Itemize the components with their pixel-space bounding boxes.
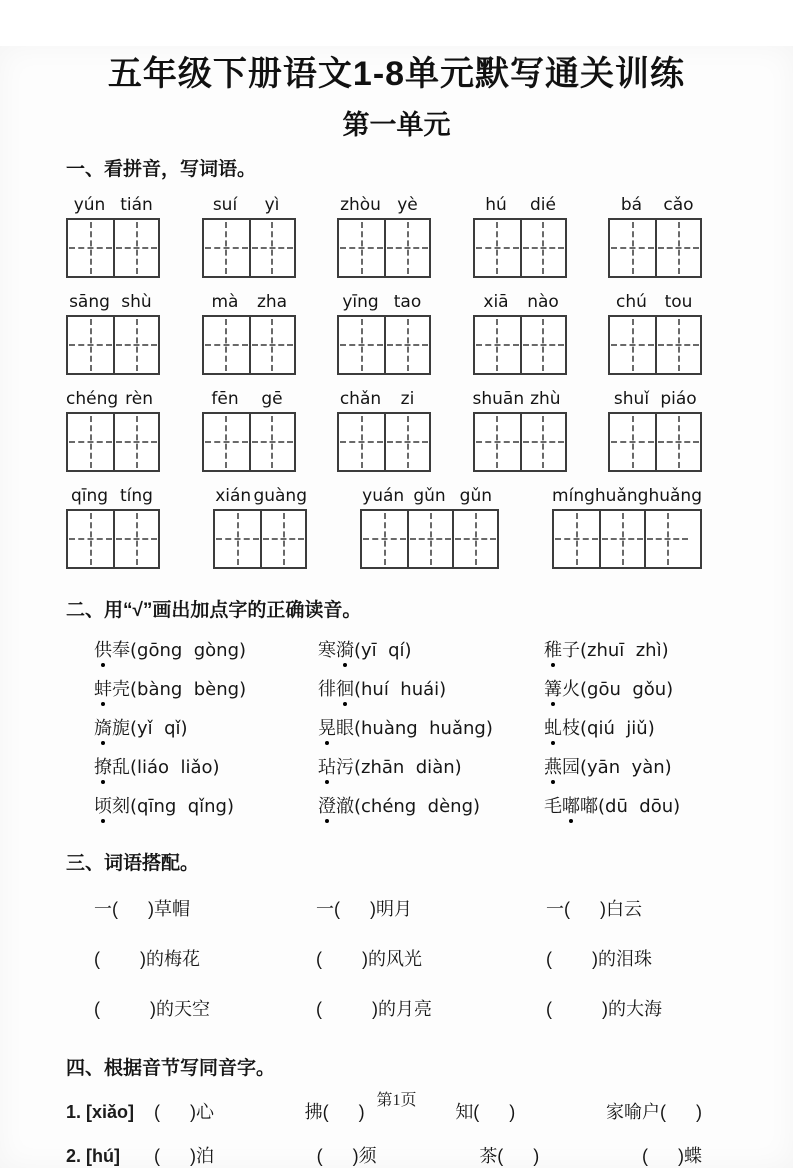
word-match-item: ( )的泪珠 [546, 949, 652, 969]
character: 奉 [112, 640, 130, 660]
writing-cell [644, 511, 689, 567]
writing-cell [520, 220, 565, 276]
pinyin-word-group [66, 486, 160, 569]
writing-grid [473, 412, 567, 472]
pronunciation-item [544, 792, 702, 818]
reading-options: (liáo liǎo) [130, 757, 220, 778]
character: 火 [562, 679, 580, 699]
dotted-character: 稚 [544, 636, 562, 662]
pinyin-word-group [337, 389, 431, 472]
pinyin-syllable: shù [121, 292, 152, 312]
pinyin-syllable: tao [393, 292, 422, 312]
reading-options: (gōu gǒu) [580, 679, 674, 700]
pinyin-syllable: zhù [530, 389, 561, 409]
reading-options: (zhān diàn) [354, 757, 462, 778]
writing-cell [68, 317, 113, 373]
homophone-blank: 知( ) [455, 1102, 516, 1122]
writing-cell [655, 414, 700, 470]
pinyin-word-group [202, 195, 296, 278]
character: 澈 [336, 796, 354, 816]
pinyin-labels [608, 195, 702, 215]
section-homophones [66, 1053, 702, 1168]
pinyin-syllable: zha [256, 292, 288, 312]
pinyin-labels [66, 195, 160, 215]
writing-cell [362, 511, 407, 567]
page-number: 第1页 [376, 1092, 417, 1109]
pinyin-word-group [473, 195, 567, 278]
pinyin-syllable: piáo [660, 389, 697, 409]
pinyin-word-group [552, 486, 702, 569]
pinyin-labels [202, 389, 296, 409]
pronunciation-item [544, 636, 702, 662]
character: 旎 [112, 718, 130, 738]
pinyin-labels [473, 195, 567, 215]
reading-options: (yī qí) [354, 640, 412, 661]
worksheet-page [0, 46, 793, 1168]
writing-cell [204, 317, 249, 373]
pinyin-syllable: nào [527, 292, 559, 312]
writing-grid [202, 315, 296, 375]
writing-grid [608, 412, 702, 472]
writing-cell [113, 220, 158, 276]
writing-grid [66, 412, 160, 472]
writing-grid [552, 509, 702, 569]
pinyin-labels [66, 389, 160, 409]
character: 眼 [336, 718, 354, 738]
pinyin-word-group [360, 486, 499, 569]
unit-subtitle: 第一单元 [342, 110, 451, 140]
dotted-character: 漪 [336, 636, 354, 662]
pinyin-syllable: yīng [342, 292, 379, 312]
writing-cell [610, 317, 655, 373]
pinyin-labels [473, 292, 567, 312]
writing-cell [384, 220, 429, 276]
pronunciation-item [318, 792, 544, 818]
pinyin-grid-row [66, 292, 702, 375]
writing-grid [473, 218, 567, 278]
pronunciation-item [544, 675, 702, 701]
pinyin-syllable: yún [73, 195, 106, 215]
pinyin-syllable: gǔn [413, 486, 446, 506]
writing-cell [452, 511, 497, 567]
writing-cell [339, 317, 384, 373]
pinyin-syllable: xiā [483, 292, 509, 312]
writing-cell [113, 317, 158, 373]
writing-grid [66, 315, 160, 375]
pinyin-syllable: gē [261, 389, 283, 409]
line-number-and-syllable: 2. [hú] [66, 1146, 120, 1166]
word-match-item: ( )的风光 [316, 949, 422, 969]
dotted-character: 澄 [318, 792, 336, 818]
writing-cell [113, 414, 158, 470]
pinyin-word-group [473, 389, 567, 472]
dotted-character: 虬 [544, 714, 562, 740]
pinyin-syllable: cǎo [663, 195, 694, 215]
pinyin-syllable: tián [120, 195, 153, 215]
dotted-character: 玷 [318, 753, 336, 779]
dotted-character: 徊 [336, 675, 354, 701]
pinyin-grid-row [66, 195, 702, 278]
writing-cell [599, 511, 644, 567]
homophone-blank: ( )蝶 [641, 1146, 702, 1166]
pronunciation-item [94, 753, 318, 779]
homophone-blank: 拂( ) [304, 1102, 365, 1122]
pinyin-labels [202, 195, 296, 215]
writing-cell [249, 317, 294, 373]
section-pronunciation [66, 595, 702, 818]
reading-options: (yǐ qǐ) [130, 718, 188, 739]
pronunciation-item [94, 792, 318, 818]
reading-options: (huàng huǎng) [354, 718, 493, 739]
homophone-blank: ( )泊 [154, 1146, 214, 1166]
word-match-item: ( )的月亮 [316, 999, 432, 1019]
pronunciation-item [544, 753, 702, 779]
worksheet-content [66, 154, 702, 1168]
section-pinyin-words [66, 154, 702, 569]
pronunciation-item [94, 675, 318, 701]
section3-heading: 三、词语搭配。 [66, 853, 200, 874]
reading-options: (chéng dèng) [354, 796, 481, 817]
pinyin-word-group [473, 292, 567, 375]
writing-cell [407, 511, 452, 567]
homophone-blank: 茶( ) [479, 1146, 540, 1166]
pinyin-syllable: yuán [362, 486, 405, 506]
pinyin-word-group [608, 292, 702, 375]
pinyin-syllable: tíng [120, 486, 153, 506]
pronunciation-items [66, 636, 702, 818]
pinyin-syllable: chǎn [339, 389, 382, 409]
reading-options: (gōng gòng) [130, 640, 247, 661]
pinyin-syllable: qīng [70, 486, 109, 506]
dotted-character: 篝 [544, 675, 562, 701]
page-title: 五年级下册语文1-8单元默写通关训练 [107, 55, 686, 93]
reading-options: (qiú jiǔ) [580, 718, 655, 739]
pinyin-syllable: xián [215, 486, 252, 506]
character: 徘 [318, 679, 336, 699]
writing-cell [113, 511, 158, 567]
writing-cell [655, 220, 700, 276]
writing-grid [473, 315, 567, 375]
writing-cell [215, 511, 260, 567]
section1-heading: 一、看拼音，写词语。 [66, 159, 257, 180]
homophone-blank: ( )心 [154, 1102, 214, 1122]
reading-options: (dū dōu) [598, 796, 681, 817]
pronunciation-item [318, 714, 544, 740]
pinyin-grid-row [66, 389, 702, 472]
homophone-line [66, 1142, 702, 1168]
reading-options: (qīng qǐng) [130, 796, 235, 817]
pinyin-syllable: mà [211, 292, 239, 312]
pinyin-labels [213, 486, 307, 506]
writing-cell [475, 317, 520, 373]
pinyin-word-group [608, 195, 702, 278]
character: 污 [336, 757, 354, 777]
pinyin-word-group [202, 292, 296, 375]
pinyin-syllable: guàng [253, 486, 308, 506]
dotted-character: 旖 [94, 714, 112, 740]
dotted-character: 撩 [94, 753, 112, 779]
writing-cell [384, 414, 429, 470]
pinyin-syllable: rèn [125, 389, 153, 409]
writing-cell [68, 414, 113, 470]
pinyin-grid-row [66, 486, 702, 569]
writing-cell [204, 414, 249, 470]
pronunciation-item [318, 753, 544, 779]
pinyin-word-group [608, 389, 702, 472]
character: 壳 [112, 679, 130, 699]
pinyin-grid-rows [66, 195, 702, 569]
writing-grid [337, 218, 431, 278]
reading-options: (zhuī zhì) [580, 640, 669, 661]
writing-cell [655, 317, 700, 373]
pinyin-labels [552, 486, 702, 506]
pinyin-syllable: míng [552, 486, 595, 506]
pinyin-word-group [337, 195, 431, 278]
pinyin-labels [608, 389, 702, 409]
pinyin-syllable: bá [620, 195, 643, 215]
character: 寒 [318, 640, 336, 660]
pinyin-syllable: sāng [69, 292, 110, 312]
pinyin-syllable: dié [530, 195, 556, 215]
pinyin-labels [360, 486, 499, 506]
writing-cell [339, 414, 384, 470]
writing-cell [520, 317, 565, 373]
dotted-character: 燕 [544, 753, 562, 779]
reading-options: (huí huái) [354, 679, 447, 700]
writing-cell [68, 220, 113, 276]
word-match-items [66, 895, 702, 1021]
character: 园 [562, 757, 580, 777]
pinyin-syllable: zhòu [340, 195, 381, 215]
writing-grid [360, 509, 499, 569]
pinyin-labels [66, 292, 160, 312]
writing-cell [475, 220, 520, 276]
dotted-character: 供 [94, 636, 112, 662]
pinyin-labels [337, 292, 431, 312]
writing-cell [339, 220, 384, 276]
writing-grid [608, 218, 702, 278]
pronunciation-item [544, 714, 702, 740]
pinyin-syllable: huǎng [648, 486, 702, 506]
reading-options: (yān yàn) [580, 757, 672, 778]
pinyin-syllable: chéng [66, 389, 119, 409]
writing-grid [202, 412, 296, 472]
dotted-character: 顷 [94, 792, 112, 818]
writing-cell [204, 220, 249, 276]
dotted-character: 晃 [318, 714, 336, 740]
writing-grid [213, 509, 307, 569]
dotted-character: 蚌 [94, 675, 112, 701]
section-word-match [66, 848, 702, 1021]
writing-cell [520, 414, 565, 470]
writing-cell [610, 220, 655, 276]
pinyin-labels [66, 486, 160, 506]
dotted-character: 嘟 [562, 792, 580, 818]
pinyin-syllable: hú [485, 195, 507, 215]
writing-cell [260, 511, 305, 567]
reading-options: (bàng bèng) [130, 679, 247, 700]
writing-grid [202, 218, 296, 278]
writing-cell [249, 414, 294, 470]
writing-grid [337, 412, 431, 472]
pinyin-labels [473, 389, 567, 409]
pinyin-syllable: yì [264, 195, 280, 215]
pinyin-word-group [66, 195, 160, 278]
character: 乱 [112, 757, 130, 777]
writing-grid [608, 315, 702, 375]
pinyin-labels [608, 292, 702, 312]
character: 毛 [544, 796, 562, 816]
line-number-and-syllable: 1. [xiǎo] [66, 1102, 135, 1122]
writing-cell [475, 414, 520, 470]
pronunciation-item [318, 675, 544, 701]
pinyin-word-group [66, 389, 160, 472]
pinyin-syllable: zi [400, 389, 415, 409]
pinyin-syllable: shuān [472, 389, 525, 409]
character: 子 [562, 640, 580, 660]
pinyin-syllable: gǔn [459, 486, 493, 506]
section2-heading: 二、用“√”画出加点字的正确读音。 [66, 600, 362, 621]
word-match-item: 一( )白云 [546, 899, 642, 919]
writing-cell [554, 511, 599, 567]
pinyin-syllable: fēn [211, 389, 239, 409]
writing-cell [68, 511, 113, 567]
character: 刻 [112, 796, 130, 816]
pinyin-labels [337, 389, 431, 409]
pinyin-labels [337, 195, 431, 215]
pinyin-syllable: shuǐ [613, 389, 650, 409]
pronunciation-item [94, 714, 318, 740]
character: 枝 [562, 718, 580, 738]
pronunciation-item [94, 636, 318, 662]
pronunciation-item [318, 636, 544, 662]
word-match-item: 一( )草帽 [94, 899, 190, 919]
writing-grid [66, 218, 160, 278]
homophone-blanks [154, 1142, 702, 1168]
word-match-item: ( )的梅花 [94, 949, 200, 969]
writing-cell [384, 317, 429, 373]
writing-grid [337, 315, 431, 375]
word-match-item: ( )的大海 [546, 999, 662, 1019]
character: 嘟 [580, 796, 598, 816]
writing-cell [610, 414, 655, 470]
pinyin-syllable: huǎng [594, 486, 649, 506]
word-match-item: ( )的天空 [94, 999, 210, 1019]
pinyin-word-group [66, 292, 160, 375]
pinyin-word-group [337, 292, 431, 375]
pinyin-labels [202, 292, 296, 312]
section4-heading: 四、根据音节写同音字。 [66, 1058, 276, 1079]
pinyin-syllable: suí [212, 195, 238, 215]
pinyin-syllable: yè [397, 195, 418, 215]
pinyin-syllable: chú [616, 292, 647, 312]
homophone-blank: ( )须 [316, 1146, 377, 1166]
word-match-item: 一( )明月 [316, 899, 412, 919]
pinyin-word-group [202, 389, 296, 472]
homophone-blank: 家喻户( ) [605, 1102, 702, 1122]
pinyin-word-group [213, 486, 307, 569]
pinyin-syllable: tou [664, 292, 693, 312]
writing-cell [249, 220, 294, 276]
writing-grid [66, 509, 160, 569]
